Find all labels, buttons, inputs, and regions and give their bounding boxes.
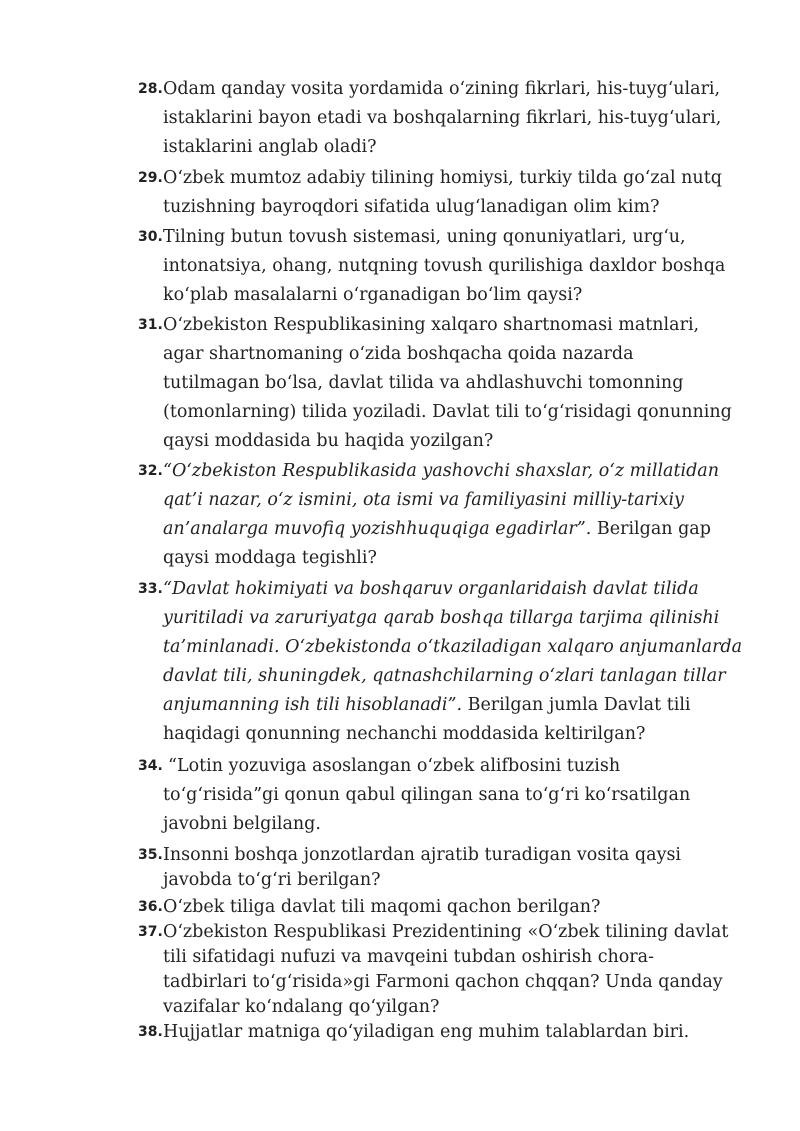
- text-line: Insonni boshqa jonzotlardan ajratib turadigan vosita qaysi: [163, 845, 682, 865]
- text-line: istaklarini anglab oladi?: [163, 137, 377, 157]
- question-text: [163, 75, 748, 162]
- text-line: O‘zbekiston Respublikasi Prezidentining «O‘zbek tilining davlat: [163, 922, 729, 942]
- quote-line: an’analarga muvofiq yozishhuquqiga egadirlar”.: [163, 519, 592, 539]
- text-line: vazifalar ko‘ndalang qo‘yilgan?: [163, 997, 440, 1017]
- text-line: tuzishning bayroqdori sifatida ulug‘lanadigan olim kim?: [163, 197, 660, 217]
- text-line: haqidagi qonunning nechanchi moddasida keltirilgan?: [163, 724, 646, 744]
- question-text: [163, 918, 748, 1018]
- text-line: ko‘plab masalalarni o‘rganadigan bo‘lim qaysi?: [163, 285, 583, 305]
- question-number: 28.: [138, 81, 163, 97]
- text-line: (tomonlarning) tilida yoziladi. Davlat tili to‘g‘risidagi qonunning: [163, 402, 732, 422]
- text-line: tadbirlari to‘g‘risida»gi Farmoni qachon chqqan? Unda qanday: [163, 972, 723, 992]
- text-line: Berilgan gap: [591, 519, 711, 539]
- text-line: javobda to‘g‘ri berilgan?: [163, 870, 381, 890]
- text-line: O‘zbek tiliga davlat tili maqomi qachon berilgan?: [163, 897, 601, 917]
- quote-line: ta’minlanadi. O‘zbekistonda o‘tkaziladigan xalqaro anjumanlarda: [163, 637, 743, 657]
- question-number: 33.: [138, 581, 163, 597]
- text-line: tutilmagan bo‘lsa, davlat tilida va ahdlashuvchi tomonning: [163, 373, 684, 393]
- question-text-continued: [163, 781, 748, 839]
- quote-line: qat’i nazar, o‘z ismini, ota ismi va familiyasini milliy-tarixiy: [163, 490, 684, 510]
- question-number: 36.: [138, 899, 163, 915]
- text-line: qaysi moddasida bu haqida yozilgan?: [163, 431, 494, 451]
- question-text: [163, 311, 748, 456]
- quote-line: “O‘zbekiston Respublikasida yashovchi shaxslar, o‘z millatidan: [163, 461, 720, 481]
- text-line: to‘g‘risida”gi qonun qabul qilingan sana to‘g‘ri ko‘rsatilgan: [163, 785, 691, 805]
- text-line: istaklarini bayon etadi va boshqalarning fikrlari, his-tuyg‘ulari,: [163, 108, 722, 128]
- question-number: 38.: [138, 1024, 163, 1040]
- question-text: [163, 457, 748, 573]
- text-line: tili sifatidagi nufuzi va mavqeini tubdan oshirish chora-: [163, 947, 655, 967]
- quote-line: davlat tili, shuningdek, qatnashchilarning o‘zlari tanlagan tillar: [163, 666, 726, 686]
- text-line: Tilning butun tovush sistemasi, uning qonuniyatlari, urg‘u,: [163, 227, 686, 247]
- text-line: javobni belgilang.: [163, 814, 321, 834]
- question-text: [163, 575, 748, 749]
- question-number: 29.: [138, 170, 163, 186]
- question-number: 35.: [138, 847, 163, 863]
- question-text: [163, 223, 748, 310]
- text-line: qaysi moddaga tegishli?: [163, 548, 377, 568]
- question-number: 31.: [138, 317, 163, 333]
- question-number: 30.: [138, 229, 163, 245]
- text-line: intonatsiya, ohang, nutqning tovush qurilishiga daxldor boshqa: [163, 256, 726, 276]
- question-text: [163, 841, 748, 891]
- text-line: Berilgan jumla Davlat tili: [462, 695, 691, 715]
- text-line: O‘zbek mumtoz adabiy tilining homiysi, turkiy tilda go‘zal nutq: [163, 168, 722, 188]
- text-line: O‘zbekiston Respublikasining xalqaro shartnomasi matnlari,: [163, 315, 700, 335]
- question-text: [163, 1018, 748, 1047]
- question-text: [168, 752, 753, 781]
- quote-line: yuritiladi va zaruriyatga qarab boshqa tillarga tarjima qilinishi: [163, 608, 720, 628]
- question-number: 34.: [138, 758, 163, 774]
- question-number: 37.: [138, 924, 163, 940]
- text-line: agar shartnomaning o‘zida boshqacha qoida nazarda: [163, 344, 634, 364]
- question-text: [163, 164, 748, 222]
- text-line: Hujjatlar matniga qo‘yiladigan eng muhim talablardan biri.: [163, 1022, 690, 1042]
- quote-line: anjumanning ish tili hisoblanadi”.: [163, 695, 463, 715]
- text-line: “Lotin yozuviga asoslangan o‘zbek alifbosini tuzish: [168, 756, 621, 776]
- text-line: Odam qanday vosita yordamida o‘zining fikrlari, his-tuyg‘ulari,: [163, 79, 721, 99]
- quote-line: “Davlat hokimiyati va boshqaruv organlaridaish davlat tilida: [163, 579, 699, 599]
- question-number: 32.: [138, 463, 163, 479]
